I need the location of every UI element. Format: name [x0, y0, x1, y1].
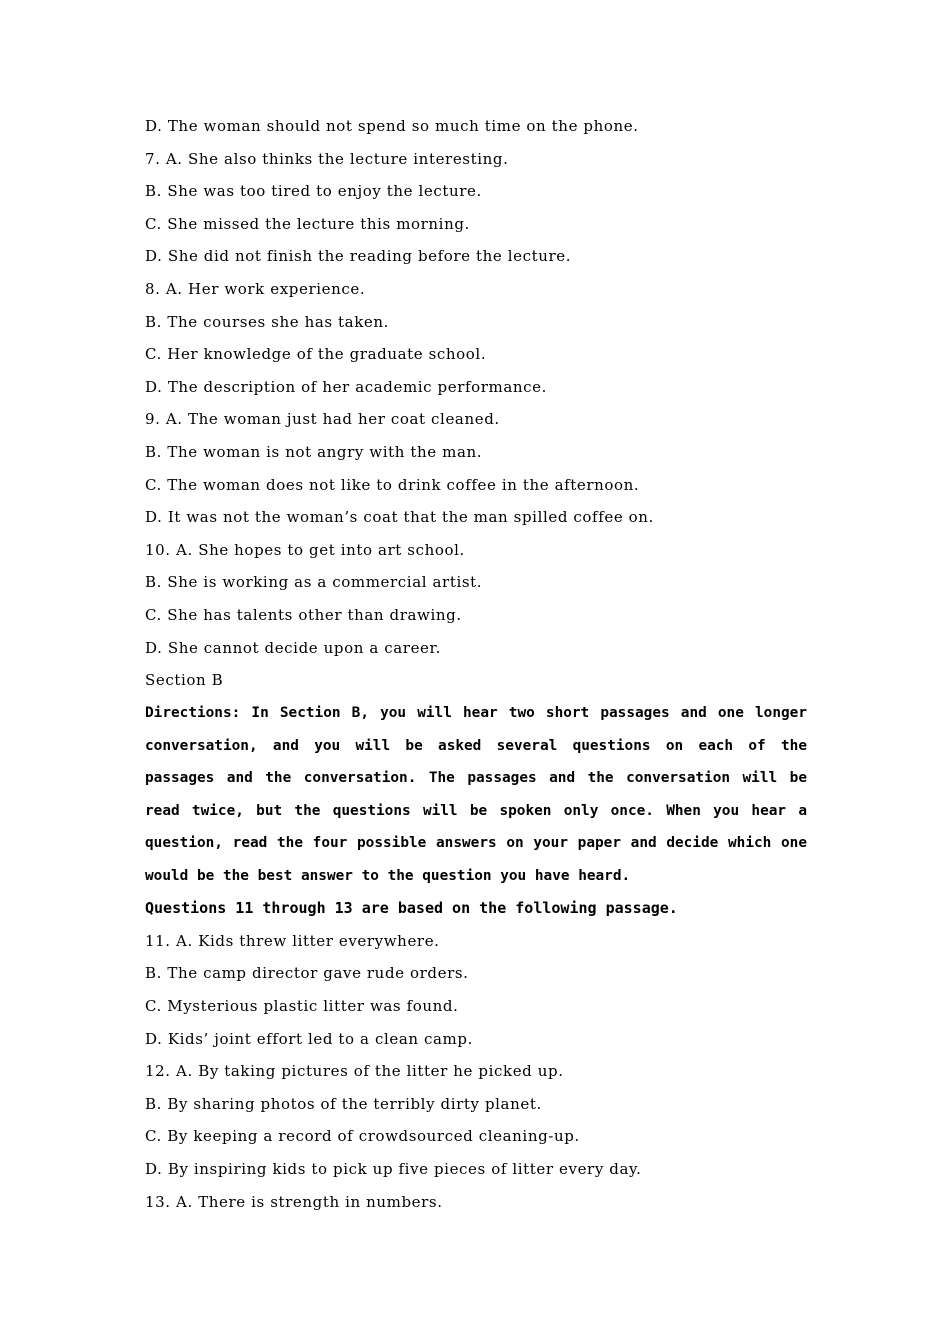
- question-10-option-c: C. She has talents other than drawing.: [145, 606, 462, 624]
- question-9-option-d: D. It was not the woman’s coat that the man spilled coffee on.: [145, 508, 654, 526]
- question-7-option-c: C. She missed the lecture this morning.: [145, 215, 470, 233]
- questions-intro: Questions 11 through 13 are based on the following passage.: [145, 899, 678, 917]
- question-12-option-b: B. By sharing photos of the terribly dirty planet.: [145, 1095, 542, 1113]
- question-12-option-a: 12. A. By taking pictures of the litter he picked up.: [145, 1062, 564, 1080]
- question-7-option-d: D. She did not finish the reading before the lecture.: [145, 247, 572, 265]
- question-12-option-d: D. By inspiring kids to pick up five pieces of litter every day.: [145, 1160, 642, 1178]
- question-13-option-a: 13. A. There is strength in numbers.: [145, 1193, 443, 1211]
- question-8-option-d: D. The description of her academic performance.: [145, 378, 548, 396]
- question-11-option-b: B. The camp director gave rude orders.: [145, 964, 469, 982]
- question-12-option-c: C. By keeping a record of crowdsourced cleaning-up.: [145, 1127, 580, 1145]
- question-10-option-b: B. She is working as a commercial artist.: [145, 573, 483, 591]
- question-11-option-a: 11. A. Kids threw litter everywhere.: [145, 932, 440, 950]
- answer-option-6d: D. The woman should not spend so much time on the phone.: [145, 117, 639, 135]
- question-10-option-d: D. She cannot decide upon a career.: [145, 639, 442, 657]
- section-title: Section B: [145, 671, 224, 689]
- question-9-option-b: B. The woman is not angry with the man.: [145, 443, 483, 461]
- question-7-option-a: 7. A. She also thinks the lecture interesting.: [145, 150, 509, 168]
- question-7-option-b: B. She was too tired to enjoy the lecture.: [145, 182, 482, 200]
- question-9-option-c: C. The woman does not like to drink coffee in the afternoon.: [145, 476, 640, 494]
- question-8-option-a: 8. A. Her work experience.: [145, 280, 366, 298]
- question-11-option-d: D. Kids’ joint effort led to a clean camp.: [145, 1030, 473, 1048]
- directions-paragraph: Directions: In Section B, you will hear two short passages and one longer conversation, and you will be asked several questions on each of the passages and the conversation. The passages and the conversation will be read twice, but the questions will be spoken only once. When you hear a question, read the four possible answers on your paper and decide which one would be the best answer to the question you have heard.: [145, 705, 807, 884]
- question-8-option-c: C. Her knowledge of the graduate school.: [145, 345, 487, 363]
- question-10-option-a: 10. A. She hopes to get into art school.: [145, 541, 465, 559]
- question-11-option-c: C. Mysterious plastic litter was found.: [145, 997, 459, 1015]
- question-9-option-a: 9. A. The woman just had her coat cleaned.: [145, 410, 500, 428]
- question-8-option-b: B. The courses she has taken.: [145, 313, 390, 331]
